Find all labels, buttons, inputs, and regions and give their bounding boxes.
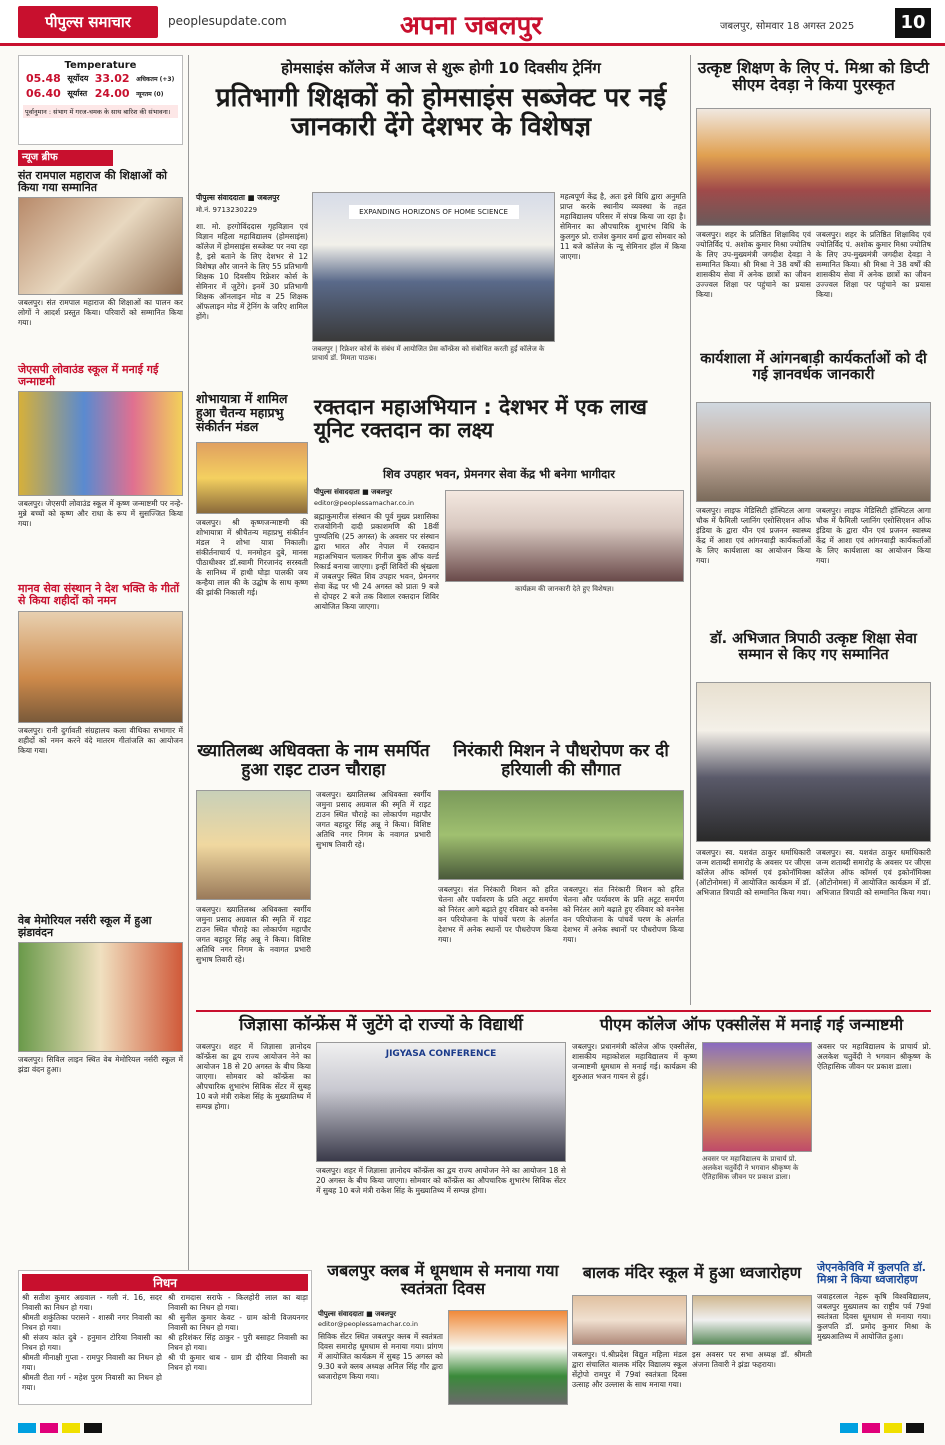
- vakil-photo: [196, 790, 311, 900]
- nirankari-text-2: जबलपुर। संत निरंकारी मिशन को हरित चेतना और पर्यावरण के प्रति अटूट समर्पण को निरंतर आगे बढ़ाते हुए रविवार को वननेस वन परियोजना के पांचवें चरण के अंतर्गत देशभर में अनेक स्थानों पर पौधरोपण किया गया।: [563, 885, 684, 944]
- club-photo: [448, 1310, 568, 1405]
- brief-text: जबलपुर। सिविल लाइन स्थित वेब मेमोरियल नर्सरी स्कूल में झंडा वंदन हुआ।: [18, 1054, 183, 1074]
- award-text-2: जबलपुर। शहर के प्रतिष्ठित शिक्षाविद एवं ज्योतिर्विद पं. अशोक कुमार मिश्रा ज्योतिष के लिए उप-मुख्यमंत्री जगदीश देवड़ा ने सम्मानित किया। श्री मिश्रा ने 38 वर्षों की शासकीय सेवा में अनेक छात्रों का जीवन उज्ज्वल शिक्षा पर पहुंचाने का प्रयास किया।: [816, 230, 931, 299]
- blood-byline: पीपुल्स संवाददाता ■ जबलपुर: [314, 488, 392, 496]
- jigyasa-headline[interactable]: जिज्ञासा कॉन्फ्रेंस में जुटेंगे दो राज्यों के विद्यार्थी: [239, 1015, 523, 1035]
- obituary-item: श्रीमती मीनाक्षी गुप्ता - रामपुर निवासी का निधन हो गया।: [22, 1353, 162, 1372]
- sunset-label: सूर्यास्त: [67, 89, 88, 98]
- blood-photo: [445, 490, 684, 582]
- jigyasa-text: जबलपुर। शहर में जिज्ञासा ज्ञानोदय कॉन्फ्रेंस का द्वय राज्य आयोजन नेने का आयोजन 18 से 20 अगस्त के बीच किया जाएगा। सोमवार को कॉन्फ्रेंस का औपचारिक शुभारंभ सिविक सेंटर में सुबह 10 बजे मंत्री राकेश सिंह के मुख्यातिथ्य में सम्पन्न होगा।: [196, 1042, 311, 1111]
- obituary-item: श्रीमती रीता गर्ग - महेश पुरम निवासी का निधन हो गया।: [22, 1373, 162, 1392]
- shobhayatra-photo: [196, 442, 308, 514]
- obituary-item: श्रीमती शकुंतिका परासने - शास्त्री नगर निवासी का निधन हो गया।: [22, 1313, 162, 1332]
- brief-photo: [18, 611, 183, 723]
- tripathi-text: जबलपुर। स्व. यशवंत ठाकुर धर्माधिकारी जन्म शताब्दी समारोह के अवसर पर जीएस कॉलेज ऑफ कॉमर्स एवं इकोनॉमिक्स (ऑटोनोमस) में आयोजित कार्यक्रम में डॉ. अभिजात त्रिपाठी को सम्मानित किया गया।: [696, 848, 811, 897]
- forecast: पूर्वानुमान : संभाग में गरज-चमक के साथ बारिश की संभावना।: [23, 105, 178, 118]
- max-label: अधिकतम (+3): [136, 75, 175, 83]
- anganwadi-text: जबलपुर। लाइफ मेडिसिटी हॉस्पिटल आगा चौक में फैमिली प्लानिंग एसोसिएशन ऑफ इंडिया के द्वारा यौन एवं प्रजनन स्वास्थ्य केंद्र में आशा एवं आंगनवाड़ी कार्यकर्ताओं के लिए कार्यशाला का आयोजन किया गया।: [696, 506, 811, 565]
- obituary-item: श्री सतीश कुमार अग्रवाल - गली नं. 16, सदर निवासी का निधन हो गया।: [22, 1293, 162, 1312]
- balak-caption: इस अवसर पर सभा अध्यक्ष डॉ. श्रीमती अंजना तिवारी ने झंडा फहराया।: [692, 1350, 812, 1369]
- club-byline: पीपुल्स संवाददाता ■ जबलपुर: [318, 1310, 396, 1318]
- obituary-col: [168, 1293, 308, 1393]
- sunrise-time: 05.48: [26, 72, 61, 85]
- award-photo: [696, 108, 931, 226]
- obituary-col: [22, 1293, 162, 1393]
- nirankari-headline[interactable]: निरंकारी मिशन ने पौधरोपण कर दी हरियाली की सौगात: [453, 741, 669, 780]
- jigyasa-text-2: जबलपुर। शहर में जिज्ञासा ज्ञानोदय कॉन्फ्रेंस का द्वय राज्य आयोजन नेने का आयोजन 18 से 20 अगस्त के बीच किया जाएगा। सोमवार को कॉन्फ्रेंस का औपचारिक शुभारंभ सिविक सेंटर में सुबह 10 बजे मंत्री राकेश सिंह के मुख्यातिथ्य में सम्पन्न होगा।: [316, 1166, 566, 1195]
- max-temp: 33.02: [94, 72, 130, 85]
- balak-photo-2: [692, 1295, 812, 1345]
- jnkvv-headline[interactable]: जेएनकेविवि में कुलपति डॉ. मिश्रा ने किया ध्वजारोहण: [817, 1261, 926, 1287]
- brief-headline[interactable]: जेएसपी लोवाउंड स्कूल में मनाई गई जन्माष्टमी: [18, 363, 159, 389]
- min-temp: 24.00: [94, 87, 130, 100]
- lead-caption: जबलपुर | रिफ्रेशर कोर्स के संबंध में आयोजित प्रेस कॉन्फ्रेंस को संबोधित करती हुईं कॉलेज के प्राचार्य डॉ. मिमता पाठक।: [312, 345, 545, 362]
- obituary-item: श्री रामदास सराफे - किलहोरी लाल का बाड़ा निवासी का निधन हो गया।: [168, 1293, 308, 1312]
- brief-headline[interactable]: संत रामपाल महाराज की शिक्षाओं को किया गया सम्मानित: [18, 169, 168, 195]
- brief-text: जबलपुर। संत रामपाल महाराज की शिक्षाओं का पालन कर लोगों ने आदर्श प्रस्तुत किया। परिवारों को सम्मानित किया गया।: [18, 298, 183, 328]
- nirankari-text: जबलपुर। संत निरंकारी मिशन को हरित चेतना और पर्यावरण के प्रति अटूट समर्पण को निरंतर आगे बढ़ाते हुए रविवार को वननेस वन परियोजना के पांचवें चरण के अंतर्गत देशभर में अनेक स्थानों पर पौधरोपण किया गया।: [438, 885, 558, 944]
- print-color-bar: [840, 1418, 928, 1437]
- lead-byline: पीपुल्स संवाददाता ■ जबलपुर: [196, 193, 280, 202]
- vakil-text: जबलपुर। ख्यातिलब्ध अधिवक्ता स्वर्गीय जमुना प्रसाद अग्रवाल की स्मृति में राइट टाउन स्थित चौराहे का लोकार्पण महापौर जगत बहादुर सिंह अन्नू ने किया। विशिष्ट अतिथि नगर निगम के नवागत प्रभारी सुभाष तिवारी रहे।: [196, 905, 311, 964]
- shobhayatra-headline[interactable]: शोभायात्रा में शामिल हुआ चैतन्य महाप्रभु संकीर्तन मंडल: [196, 391, 288, 434]
- obituary-item: श्री हरिशंकर सिंह ठाकुर - पुरी बसाहट निवासी का निधन हो गया।: [168, 1333, 308, 1352]
- brief-text: जबलपुर। जेएसपी लोवाउंड स्कूल में कृष्ण जन्माष्टमी पर नन्हे-मुन्ने बच्चों को कृष्ण और राधा के रूप में सुसज्जित किया गया।: [18, 499, 183, 529]
- lead-banner: EXPANDING HORIZONS OF HOME SCIENCE: [349, 205, 519, 219]
- obituary-list: [22, 1293, 308, 1393]
- obituary-item: श्री सुनील कुमार केवट - ग्राम कोनी विजयनगर निवासी का निधन हो गया।: [168, 1313, 308, 1332]
- print-color-bar: [18, 1418, 106, 1437]
- club-text: सिविक सेंटर स्थित जबलपुर क्लब में स्वतंत्रता दिवस समारोह धूमधाम से मनाया गया। प्रांगण में आयोजित कार्यक्रम में सुबह 15 अगस्त को 9.30 बजे क्लब अध्यक्ष अनिल सिंह गौर द्वारा ध्वजारोहण किया गया।: [318, 1332, 443, 1381]
- club-headline[interactable]: जबलपुर क्लब में धूमधाम से मनाया गया स्वतंत्रता दिवस: [327, 1261, 559, 1298]
- jigyasa-photo: [316, 1042, 566, 1162]
- award-text: जबलपुर। शहर के प्रतिष्ठित शिक्षाविद एवं ज्योतिर्विद पं. अशोक कुमार मिश्रा ज्योतिष के लिए उप-मुख्यमंत्री जगदीश देवड़ा ने सम्मानित किया। श्री मिश्रा ने 38 वर्षों की शासकीय सेवा में अनेक छात्रों का जीवन उज्ज्वल शिक्षा पर पहुंचाने का प्रयास किया।: [696, 230, 811, 299]
- masthead: [0, 0, 945, 46]
- sunrise-label: सूर्योदय: [67, 74, 89, 83]
- obituary-title: निधन: [22, 1274, 308, 1291]
- jigyasa-banner: JIGYASA CONFERENCE: [385, 1049, 497, 1059]
- jnkvv-text: जवाहरलाल नेहरू कृषि विश्वविद्यालय, जबलपुर मुख्यालय का राष्ट्रीय पर्व 79वां स्वतंत्रता दिवस धूमधाम से मनाया गया। कुलपति डॉ. प्रमोद कुमार मिश्रा के मुख्यआतिथ्य में आयोजित हुआ।: [817, 1292, 931, 1341]
- pm-college-text-2: अवसर पर महाविद्यालय के प्राचार्य प्रो. अलकेश चतुर्वेदी ने भगवान श्रीकृष्ण के ऐतिहासिक जीवन पर प्रकाश डाला।: [817, 1042, 931, 1071]
- column-divider: [690, 55, 691, 1005]
- weather-title: Temperature: [64, 60, 137, 71]
- award-headline[interactable]: उत्कृष्ट शिक्षण के लिए पं. मिश्रा को डिप्टी सीएम देवड़ा ने किया पुरस्कृत: [697, 59, 930, 95]
- tripathi-headline[interactable]: डॉ. अभिजात त्रिपाठी उत्कृष्ट शिक्षा सेवा सम्मान से किए गए सम्मानित: [710, 631, 917, 663]
- brief-headline[interactable]: वेब मेमोरियल नर्सरी स्कूल में हुआ झंडावंदन: [18, 913, 152, 939]
- tripathi-text-2: जबलपुर। स्व. यशवंत ठाकुर धर्माधिकारी जन्म शताब्दी समारोह के अवसर पर जीएस कॉलेज ऑफ कॉमर्स एवं इकोनॉमिक्स (ऑटोनोमस) में आयोजित कार्यक्रम में डॉ. अभिजात त्रिपाठी को सम्मानित किया गया।: [816, 848, 931, 897]
- anganwadi-headline[interactable]: कार्यशाला में आंगनबाड़ी कार्यकर्ताओं को दी गई ज्ञानवर्धक जानकारी: [700, 351, 927, 383]
- pm-college-headline[interactable]: पीएम कॉलेज ऑफ एक्सीलेंस में मनाई गई जन्माष्टमी: [599, 1015, 904, 1034]
- blood-text: ब्रह्माकुमारीज संस्थान की पूर्व मुख्य प्रशासिका राजयोगिनी दादी प्रकाशमणि की 18वीं पुण्यतिथि (25 अगस्त) के अवसर पर संस्थान द्वारा भारत और नेपाल में रक्तदान महाअभियान चलाकर गिनीज बुक ऑफ वर्ल्ड रिकार्ड बनाया जाएगा। इन्हीं शिविरों की श्रृंखला में जबलपुर स्थित शिव उपहार भवन, प्रेमनगर सेवा केंद्र पर भी 24 अगस्त को प्रातः 9 बजे से दोपहर 2 बजे तक विशाल रक्तदान शिविर आयोजित किया जाएगा।: [314, 512, 439, 611]
- anganwadi-text-2: जबलपुर। लाइफ मेडिसिटी हॉस्पिटल आगा चौक में फैमिली प्लानिंग एसोसिएशन ऑफ इंडिया के द्वारा यौन एवं प्रजनन स्वास्थ्य केंद्र में आशा एवं आंगनवाड़ी कार्यकर्ताओं के लिए कार्यशाला का आयोजन किया गया।: [816, 506, 931, 565]
- weather-box: [18, 55, 183, 145]
- shobhayatra-text: जबलपुर। श्री कृष्णजन्माष्टमी की शोभायात्रा में श्रीचैतन्य महाप्रभु संकीर्तन मंडल ने शोभा यात्रा निकाली। संकीर्तनाचार्य पं. मनमोहन दुबे, मानस पीठाधीश्वर डॉ.स्वामी गिरजानंद सरस्वती के सानिध्य में हाथी घोड़ा पालकी जय कन्हैया लाल की के उद्घोष के साथ कृष्ण की झांकी निकाली गई।: [196, 518, 308, 597]
- lead-headline[interactable]: प्रतिभागी शिक्षकों को होमसाइंस सब्जेक्ट पर नई जानकारी देंगे देशभर के विशेषज्ञ: [215, 83, 667, 142]
- weather-table: [23, 71, 178, 101]
- obituary-item: श्री पी कुमार थाब - ग्राम डी दौरिया निवासी का निधन हो गया।: [168, 1353, 308, 1372]
- anganwadi-photo: [696, 402, 931, 502]
- pm-college-photo: [702, 1042, 812, 1152]
- sunset-time: 06.40: [26, 87, 61, 100]
- website-url[interactable]: peoplesupdate.com: [168, 14, 287, 28]
- vakil-text-2: जबलपुर। ख्यातिलब्ध अधिवक्ता स्वर्गीय जमुना प्रसाद अग्रवाल की स्मृति में राइट टाउन स्थित चौराहे का लोकार्पण महापौर जगत बहादुर सिंह अन्नू ने किया। विशिष्ट अतिथि नगर निगम के नवागत प्रभारी सुभाष तिवारी रहे।: [316, 790, 431, 849]
- column-divider: [188, 55, 189, 1270]
- section-title: अपना जबलपुर: [400, 11, 543, 41]
- obituary-item: श्री संजय कांत दुबे - हनुमान टोरिया निवासी का निधन हो गया।: [22, 1333, 162, 1352]
- blood-headline[interactable]: रक्तदान महाअभियान : देशभर में एक लाख यूनिट रक्तदान का लक्ष्य: [314, 395, 647, 443]
- lead-text: शा. मो. हरगोविंददास गृहविज्ञान एवं विज्ञान महिला महाविद्यालय (होमसाइंस) कॉलेज में होमसाइंस सब्जेक्ट पर नया रहा है, इसे बताने के लिए देशभर से 12 विशेषज्ञ और जानने के लिए 55 प्रतिभागी शिक्षक 10 दिवसीय रिफ्रेशर कोर्स के सेमिनार में जुटेंगे। इनमें 30 प्रतिभागी शिक्षक ऑनलाइन मोड व 25 शिक्षक ऑफलाइन मोड में ट्रेनिंग के जरिए शामिल होंगे।: [196, 222, 308, 321]
- brief-photo: [18, 942, 183, 1052]
- brief-photo: [18, 197, 183, 295]
- news-brief-label: न्यूज ब्रीफ: [18, 150, 113, 166]
- section-rule: [196, 1010, 931, 1012]
- obituary-box: [18, 1270, 312, 1405]
- balak-headline[interactable]: बालक मंदिर स्कूल में हुआ ध्वजारोहण: [582, 1263, 802, 1282]
- brief-text: जबलपुर। रानी दुर्गावती संग्रहालय कला वीथिका सभागार में शहीदों को नमन करने वंदे मातरम गीतांजलि का आयोजन किया गया।: [18, 725, 183, 755]
- weather-row: [23, 71, 178, 86]
- lead-photo: [312, 192, 555, 342]
- pm-college-caption: अवसर पर महाविद्यालय के प्राचार्य प्रो. अलकेश चतुर्वेदी ने भगवान श्रीकृष्ण के ऐतिहासिक जीवन पर प्रकाश डाला।: [702, 1155, 799, 1181]
- min-label: न्यूनतम (0): [136, 90, 164, 98]
- blood-caption: कार्यक्रम की जानकारी देते हुए विशेषज्ञ।: [515, 585, 614, 593]
- lead-text-2: महत्वपूर्ण केंद्र है, अतः इसे विधि द्वारा अनुमति प्राप्त करके स्थानीय व्यवस्था के तहत महाविद्यालय परिसर में संपन्न किया जा रहा है। सेमिनार का औपचारिक शुभारंभ विधि के कुलगुरु प्रो. राजेश कुमार वर्मा द्वारा सोमवार को 11 बजे कॉलेज के न्यू सेमिनार हॉल में किया जाएगा।: [560, 192, 686, 261]
- lead-contact: मो.नं. 9713230229: [196, 206, 258, 214]
- page-number: 10: [895, 8, 931, 38]
- blood-email[interactable]: editor@peoplessamachar.co.in: [314, 499, 414, 507]
- pm-college-text: जबलपुर। प्रधानमंत्री कॉलेज ऑफ एक्सीलेंस, शासकीय महाकोशल महाविद्यालय में कृष्ण जन्माष्टमी धूमधाम से मनाई गई। कार्यक्रम की शुरुआत भजन गायन से हुई।: [572, 1042, 697, 1081]
- nirankari-photo: [438, 790, 684, 880]
- issue-date: जबलपुर, सोमवार 18 अगस्त 2025: [720, 21, 855, 32]
- weather-row: [23, 86, 178, 101]
- balak-text: जबलपुर। पं.श्रीप्रदेश विद्युत महिला मंडल द्वारा संचालित बालक मंदिर विद्यालय स्कूल सेंट्रोपो रामपुर में 79वां स्वतंत्रता दिवस उत्साह और उल्लास के साथ मनाया गया।: [572, 1350, 687, 1389]
- brief-headline[interactable]: मानव सेवा संस्थान ने देश भक्ति के गीतों से किया शहीदों को नमन: [18, 582, 180, 608]
- lead-kicker: होमसाइंस कॉलेज में आज से शुरू होगी 10 दिवसीय ट्रेनिंग: [281, 59, 601, 77]
- vakil-headline[interactable]: ख्यातिलब्ध अधिवक्ता के नाम समर्पित हुआ राइट टाउन चौराहा: [197, 741, 430, 780]
- balak-photo: [572, 1295, 687, 1345]
- club-email[interactable]: editor@peoplessamachar.co.in: [318, 1320, 418, 1328]
- brief-column: [18, 170, 183, 1270]
- tripathi-photo: [696, 682, 931, 842]
- brief-photo: [18, 391, 183, 496]
- blood-subheadline: शिव उपहार भवन, प्रेमनगर सेवा केंद्र भी बनेगा भागीदार: [383, 467, 615, 481]
- newspaper-logo[interactable]: पीपुल्स समाचार: [18, 6, 158, 38]
